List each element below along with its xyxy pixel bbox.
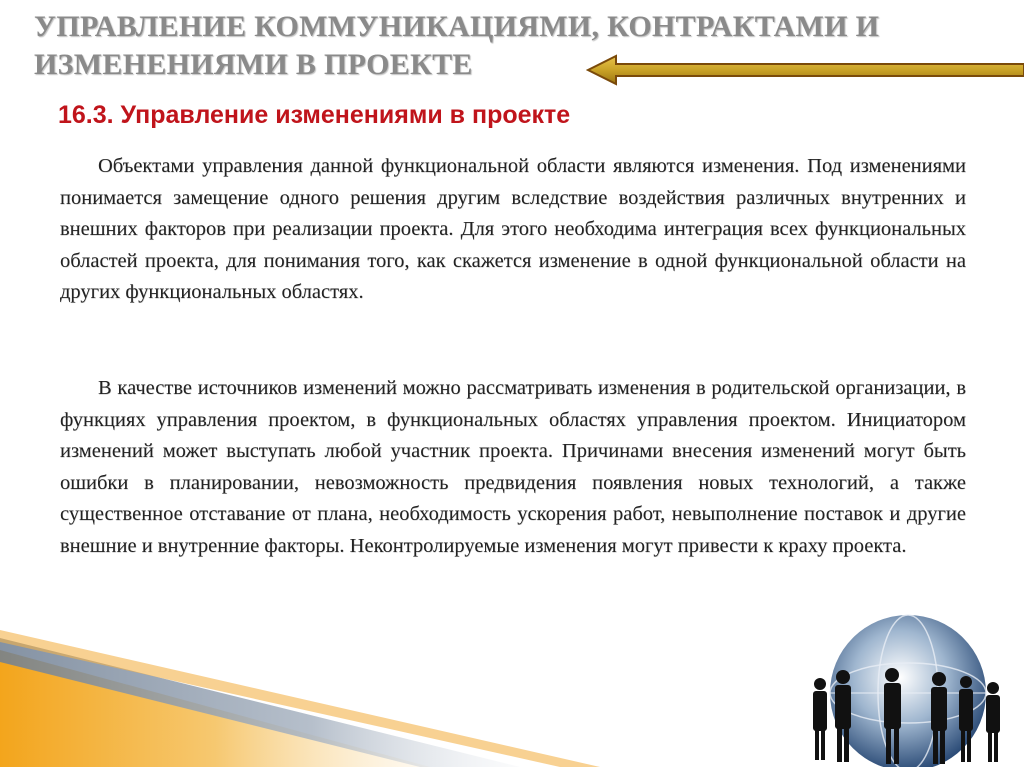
left-arrow-icon (586, 54, 1024, 88)
header-title-line-1: УПРАВЛЕНИЕ КОММУНИКАЦИЯМИ, КОНТРАКТАМИ И (34, 10, 880, 43)
globe-business-people-icon (790, 598, 1024, 767)
section-title: 16.3. Управление изменениями в проекте (58, 101, 571, 129)
body-paragraph-2: В качестве источников изменений можно рассматривать изменения в родительской организации, в функциях управления проектом, в функциональных областях управления проектом. Инициатором изменений может выступать любой участник проекта. Причинами внесения изменений могут быть ошибки в планировании, невозможность предвидения появления новых технологий, а также существенное отставание от плана, необходимость ускорения работ, невыполнение поставок и другие внешние и внутренние факторы. Неконтролируемые изменения могут привести к краху проекта. (60, 377, 966, 557)
body-paragraph-1: Объектами управления данной функциональной области являются изменения. Под изменениями понимается замещение одного решения другим вследствие воздействия различных внутренних и внешних факторов при реализации проекта. Для этого необходима интеграция всех функциональных областей проекта, для понимания того, как скажется изменение в одной функциональной области на других функциональных областях. (60, 155, 966, 304)
header-title-line-2: ИЗМЕНЕНИЯМИ В ПРОЕКТЕ (34, 48, 473, 81)
